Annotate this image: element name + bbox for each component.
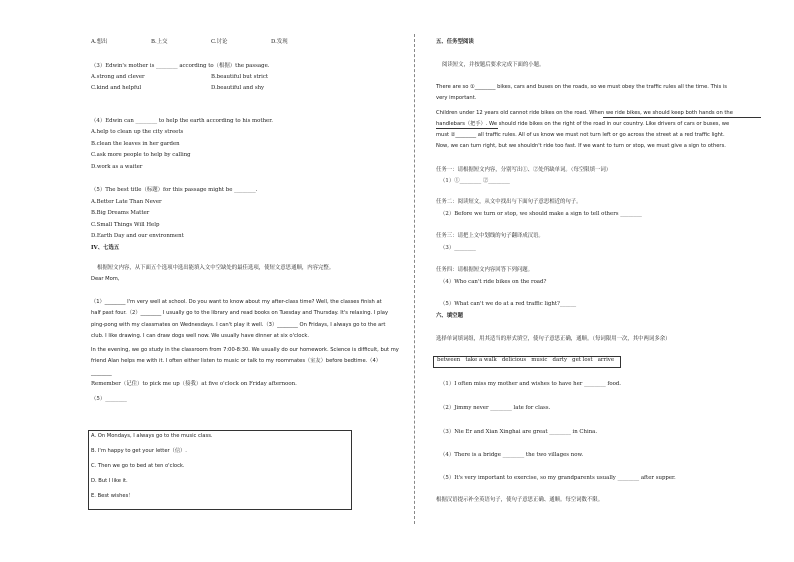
task4-question2: （5）What can't we do at a red traffic light?______: [440, 301, 577, 307]
q3-option-a: A.strong and clever: [91, 74, 145, 80]
q4-option-c: C.ask more people to help by calling: [91, 152, 191, 158]
fill-2: （2）Jimmy never ________ late for class.: [440, 405, 551, 411]
q4-option-a: A.help to clean up the city streets: [91, 129, 184, 135]
section4-title: IV、七选五: [91, 245, 120, 251]
q4-option-d: D.work as a waiter: [91, 164, 143, 170]
section7-instructions: 根据汉语提示补全英语句子，使句子意思正确、通顺。每空词数不限。: [436, 497, 604, 503]
q3-stem: （3）Edwin's mother is ________ according to（根据）the passage.: [91, 63, 270, 69]
passage-line1: There are so ①________ bikes, cars and buses on the roads, so we must obey the traffic rules all the time. This is: [436, 84, 727, 90]
section6-instructions: 选择单词填词组，用其适当的形式填空，使句子意思正确，通顺。（每词限用一次，其中两词多余）: [436, 336, 671, 342]
column-divider: [414, 34, 415, 524]
q5-stem: （5）The best title（标题）for this passage might be ________.: [91, 187, 258, 193]
option-b: B. I'm happy to get your letter（信）.: [91, 448, 187, 454]
para3: Remember（记住）to pick me up（接我）at five o'clock on Friday afternoon.: [91, 381, 297, 387]
passage-line3: Children under 12 years old cannot ride bikes on the road. When we ride bikes, we should keep both hands on the: [436, 110, 733, 116]
q3-option-d: D.beautiful and shy: [211, 85, 265, 91]
section5-title: 五、任务型阅读: [436, 39, 474, 45]
prev-option-c: C.讨论: [211, 39, 228, 45]
option-d: D. But I like it.: [91, 478, 128, 484]
para2-line3: ________: [91, 370, 112, 376]
option-e: E. Best wishes！: [91, 493, 134, 499]
task4-label: 任务四：请根据短文内容回答下列问题。: [436, 267, 534, 273]
prev-option-b: B.上交: [151, 39, 168, 45]
task2-line: （2）Before we turn or stop, we should make a sign to tell others ________: [440, 211, 642, 217]
para4: （5）________: [91, 396, 127, 402]
section4-instructions: 根据短文内容，从下面五个选项中选出能填入文中空缺处的最佳选项，使短文意思通顺，内容完整。: [97, 265, 335, 271]
prev-option-d: D.发现: [271, 39, 288, 45]
section6-title: 六、填空题: [436, 313, 463, 319]
para2-line2: friend Alan helps me with it. I often either listen to music or talk to my roommates（室友）before bedtime.（4）: [91, 358, 381, 364]
task1-label: 任务一：请根据短文内容，分别写出①、②处所缺单词。（每空限填一词）: [436, 167, 612, 173]
q5-option-c: C.Small Things Will Help: [91, 222, 160, 228]
para1-line1: （1）________ I'm very well at school. Do you want to know about my after-class time? Well, the classes finish at: [91, 299, 382, 305]
word-bank: between take a walk delicious music darty get lost arrive: [437, 357, 615, 363]
para2-line1: In the evening, we go study in the classroom from 7:00-8:30. We usually do our homework. Science is difficult, but my: [91, 347, 399, 353]
para1-line4: club. I like drawing. I can draw dogs well now. We usually have dinner at six o'clock.: [91, 333, 309, 339]
task4-question1: （4）Who can't ride bikes on the road?: [440, 279, 547, 285]
q3-option-b: B.beautiful but strict: [211, 74, 269, 80]
q3-option-c: C.kind and helpful: [91, 85, 142, 91]
passage-line6: Now, we can turn right, but we shouldn't ride too fast. If we want to turn or stop, we must give a sign to others.: [436, 143, 726, 149]
section5-instructions: 阅读短文，并按题后要求完成下面的小题。: [442, 62, 545, 68]
prev-option-a: A.想出: [91, 39, 108, 45]
task1-line: （1）①________ ②________: [440, 178, 510, 184]
q4-stem: （4）Edwin can ________ to help the earth according to his mother.: [91, 118, 273, 124]
option-a: A. On Mondays, I always go to the music class.: [91, 433, 213, 439]
passage-line4: handlebars（把手）. We should ride bikes on the right of the road in our country. Like drivers of cars or buses, we: [436, 121, 730, 127]
fill-3: （3）Nie Er and Xian Xinghai are great ________ in China.: [440, 429, 598, 435]
underlined-sentence-mark: [603, 117, 761, 118]
letter-greeting: Dear Mom,: [91, 276, 120, 282]
q5-option-b: B.Big Dreams Matter: [91, 210, 150, 216]
task3-label: 任务三：请把上文中划线的句子翻译成汉语。: [436, 233, 544, 239]
fill-1: （1）I often miss my mother and wishes to have her ________ food.: [440, 381, 621, 387]
option-c: C. Then we go to bed at ten o'clock.: [91, 463, 185, 469]
para1-line2: half past four.（2）________ I usually go to the library and read books on Tuesday and Thursday. It's relaxing. I play: [91, 310, 389, 316]
q5-option-d: D.Earth Day and our environment: [91, 233, 184, 239]
task2-label: 任务二：阅读短文，从文中找出与下面句子意思相近的句子。: [436, 199, 582, 205]
q4-option-b: B.clean the leaves in her garden: [91, 141, 180, 147]
passage-line5: must ②________ all traffic rules. All of us know we must not turn left or go across the street at a red traffic light.: [436, 132, 725, 138]
task3-line: （3）________: [440, 245, 476, 251]
fill-4: （4）There is a bridge ________ the two villages now.: [440, 452, 584, 458]
q5-option-a: A.Better Late Than Never: [91, 199, 162, 205]
para1-line3: ping-pong with my classmates on Wednesdays. I can't play it well.（3）________ On Fridays, I always go to the art: [91, 322, 386, 328]
underlined-sentence-mark-2: [436, 128, 498, 129]
fill-5: （5）It's very important to exercise, so my grandparents usually ________ after supper.: [440, 475, 676, 481]
passage-line2: very important.: [436, 95, 477, 101]
